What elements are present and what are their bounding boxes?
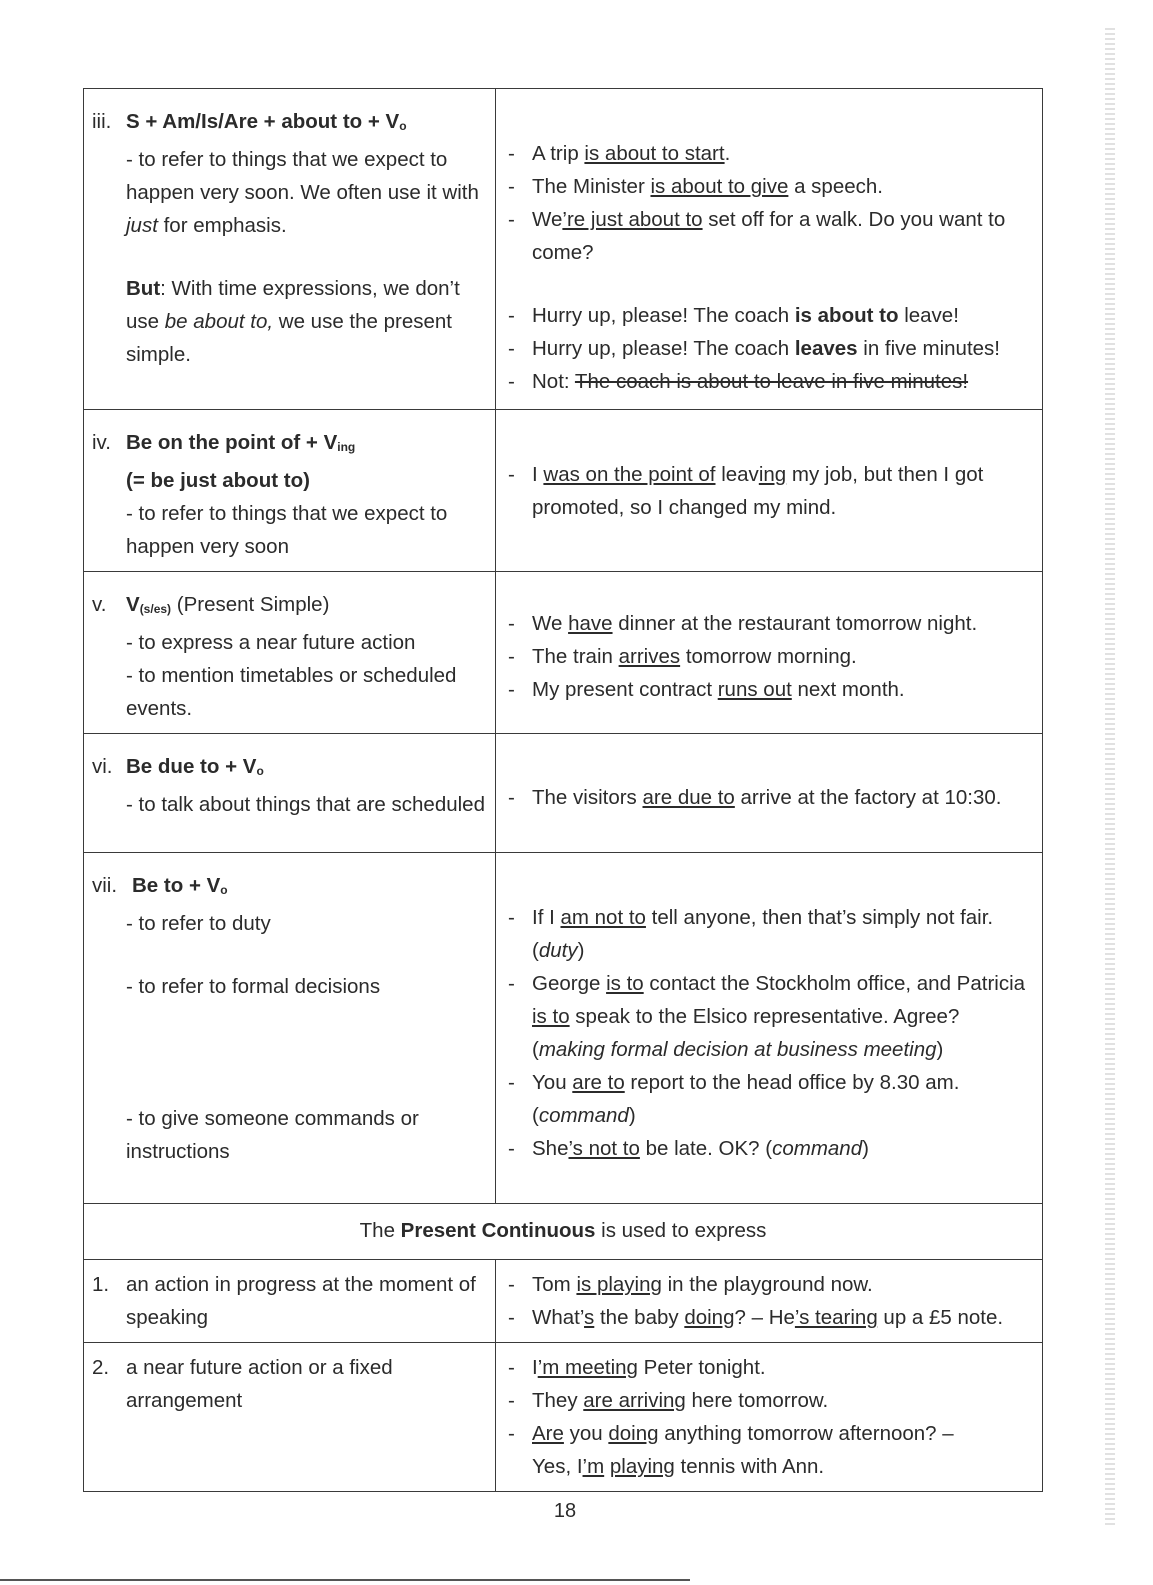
examples-cell: [496, 734, 1043, 853]
page-number: 18: [553, 1500, 577, 1522]
example-item: - Are you doing anything tomorrow afternoon? – Yes, I’m playing tennis with Ann.: [508, 1422, 954, 1478]
rule-heading: 1. an action in progress at the moment of speaking: [92, 1273, 476, 1329]
rule-cell: [84, 853, 496, 1204]
scan-edge-artifact: [1105, 28, 1115, 1528]
rule-cell: iv. Be on the point of + $V_{ing}$ (= be just about to) - to refer to things that we expect to happen very soon: [84, 410, 496, 572]
rule-usage: - to talk about things that are scheduled: [126, 793, 485, 816]
example-item: - We’re just about to set off for a walk. Do you want to come?: [508, 208, 1006, 264]
rule-usage: - to express a near future action: [126, 631, 416, 654]
example-item: - She’s not to be late. OK? (command): [508, 1137, 869, 1160]
scan-bottom-line: [0, 1579, 690, 1581]
example-item: - We have dinner at the restaurant tomorrow night.: [508, 612, 978, 635]
rule-usage: - to mention timetables or scheduled events.: [126, 664, 457, 720]
rule-usage: - to refer to formal decisions: [126, 975, 381, 998]
rule-note: But: With time expressions, we don’t use be about to, we use the present simple.: [126, 277, 460, 366]
table-row: [84, 89, 1043, 410]
rule-cell: [84, 89, 496, 410]
rule-heading: iii. S + Am/Is/Are + about to + $V_o$: [92, 110, 407, 133]
grammar-table: [83, 88, 1043, 1492]
rule-cell: [84, 572, 496, 734]
example-item: - What’s the baby doing? – He’s tearing up a £5 note.: [508, 1306, 1004, 1329]
section-banner: The Present Continuous is used to express: [84, 1204, 1043, 1260]
examples-cell: [496, 1260, 1043, 1343]
example-item: - I was on the point of leaving my job, but then I got promoted, so I changed my mind.: [508, 463, 984, 519]
example-item: - Hurry up, please! The coach is about to leave!: [508, 304, 959, 327]
example-item: - Tom is playing in the playground now.: [508, 1273, 873, 1296]
examples-cell: [496, 853, 1043, 1204]
rule-heading: 2. a near future action or a fixed arrangement: [92, 1356, 393, 1412]
rule-usage: - to give someone commands or instructions: [126, 1107, 419, 1163]
example-item: - I’m meeting Peter tonight.: [508, 1356, 766, 1379]
example-item: - A trip is about to start.: [508, 142, 731, 165]
example-item: - The train arrives tomorrow morning.: [508, 645, 857, 668]
table-row: [84, 572, 1043, 734]
examples-cell: [496, 572, 1043, 734]
example-item: - George is to contact the Stockholm office, and Patricia is to speak to the Elsico representative. Agree? (making formal decision at business meeting): [508, 972, 1026, 1061]
example-item: - They are arriving here tomorrow.: [508, 1389, 829, 1412]
rule-usage: - to refer to things that we expect to happen very soon: [126, 502, 448, 558]
table-row: [84, 410, 1043, 572]
example-item: - Not: The coach is about to leave in five minutes!: [508, 370, 969, 393]
rule-heading: vii. Be to + $V_o$: [92, 874, 228, 897]
example-item: - The visitors are due to arrive at the factory at 10:30.: [508, 785, 1002, 809]
rule-cell: [84, 734, 496, 853]
rule-cell: [84, 1260, 496, 1343]
rule-usage: - to refer to things that we expect to happen very soon. We often use it with just for emphasis.: [126, 148, 479, 237]
example-item: - The Minister is about to give a speech.: [508, 175, 883, 198]
table-row: [84, 734, 1043, 853]
table-row: [84, 1343, 1043, 1492]
rule-usage: - to refer to duty: [126, 912, 271, 935]
table-row: [84, 853, 1043, 1204]
example-item: - You are to report to the head office by 8.30 am. (command): [508, 1071, 960, 1127]
example-item: - My present contract runs out next month.: [508, 678, 905, 701]
table-row: [84, 1204, 1043, 1260]
table-row: [84, 1260, 1043, 1343]
example-item: - Hurry up, please! The coach leaves in five minutes!: [508, 337, 1000, 360]
example-item: - If I am not to tell anyone, then that’s simply not fair. (duty): [508, 906, 994, 962]
rule-heading: v. $V_{(s/es)}$ (Present Simple): [92, 593, 330, 616]
examples-cell: [496, 1343, 1043, 1492]
rule-cell: [84, 1343, 496, 1492]
examples-cell: [496, 410, 1043, 572]
rule-heading: vi. Be due to + $V_o$: [92, 755, 264, 778]
examples-cell: [496, 89, 1043, 410]
rule-heading: iv. Be on the point of + $V_{ing}$: [92, 431, 356, 454]
